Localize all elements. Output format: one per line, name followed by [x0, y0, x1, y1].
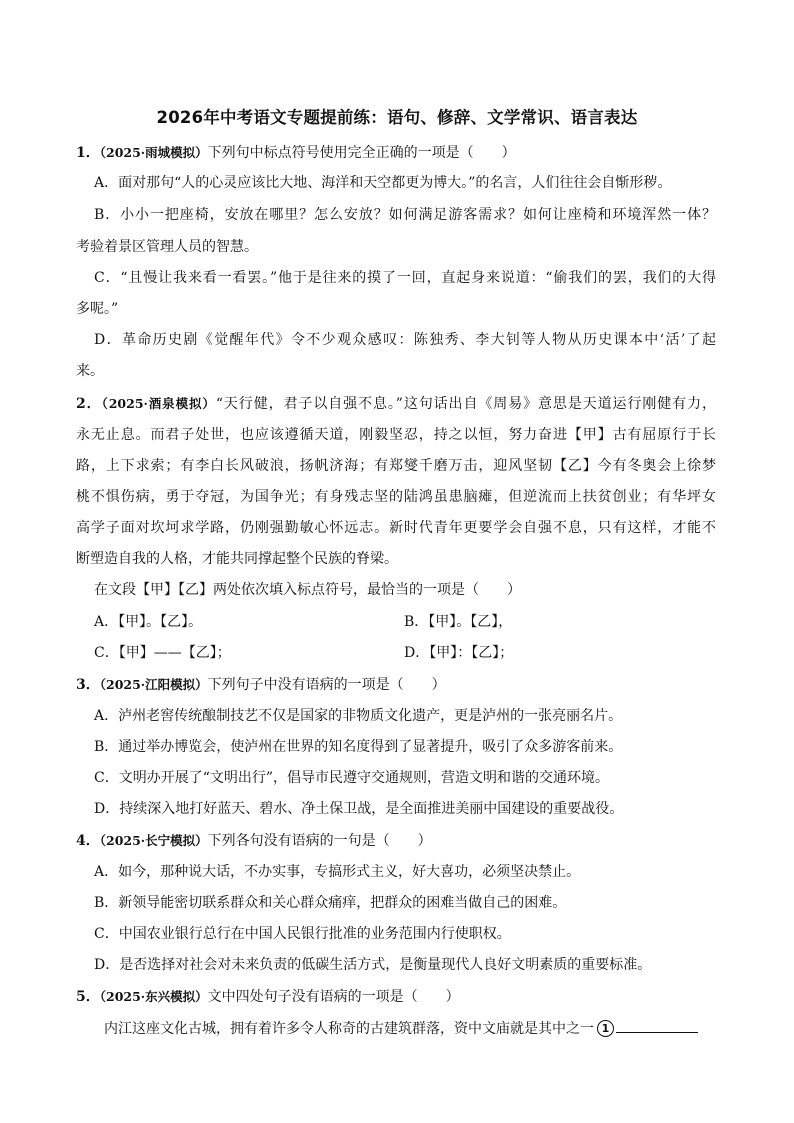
option-d-continued: 来。	[76, 363, 104, 379]
option-d: D．【甲】：【乙】；	[404, 645, 514, 661]
option-a: A．如今，那种说大话，不办实事，专搞形式主义，好大喜功，必须坚决禁止。	[94, 864, 581, 880]
passage-line: 高学子面对坎坷求学路，仍刚强勤敏心怀远志。新时代青年更要学会自强不息，只有这样，才能不	[76, 520, 716, 536]
option-b: B．新领导能密切联系群众和关心群众痛痒，把群众的困难当做自己的困难。	[94, 895, 567, 911]
question-4-stem	[76, 831, 432, 851]
answer-blank[interactable]	[616, 1018, 698, 1033]
question-number: 3．	[76, 677, 100, 693]
question-number: 4．	[76, 833, 100, 849]
question-source: （2025·长宁模拟）	[99, 833, 208, 848]
passage-line: 断塑造自我的人格，才能共同撑起整个民族的脊梁。	[76, 551, 398, 567]
passage-line: 桃不惧伤病，勇于夺冠，为国争光；有身残志坚的陆鸿虽患脑瘫，但逆流而上扶贫创业；有华坪女	[76, 489, 716, 505]
question-source: （2025·江阳模拟）	[99, 677, 208, 692]
option-b: B．小小一把座椅，安放在哪里？怎么安放？如何满足游客需求？如何让座椅和环境浑然一体？	[94, 207, 716, 223]
option-a: A．面对那句“人的心灵应该比大地、海洋和天空都更为博大。”的名言，人们往往会自惭形秽。	[94, 175, 672, 191]
question-text: 文中四处句子没有语病的一项是（ ）	[207, 989, 460, 1005]
question-text: 下列各句没有语病的一句是（ ）	[207, 833, 432, 849]
passage-line: “天行健，君子以自强不息。”这句话出自《周易》意思是天道运行刚健有力，	[215, 396, 716, 412]
circled-marker: 1	[597, 1020, 614, 1037]
option-c: C．“且慢让我来看一看罢。”他于是往来的摸了一回，直起身来说道：“偷我们的罢，我们的大得	[94, 270, 716, 286]
question-source: （2025·酒泉模拟）	[101, 396, 216, 411]
question-text: 下列句子中没有语病的一项是（ ）	[207, 677, 446, 693]
page-title: 2026年中考语文专题提前练：语句、修辞、文学常识、语言表达	[156, 108, 638, 127]
question-text: 下列句中标点符号使用完全正确的一项是（ ）	[207, 145, 516, 161]
question-source: （2025·东兴模拟）	[99, 989, 208, 1004]
option-d: D．持续深入地打好蓝天、碧水、净土保卫战，是全面推进美丽中国建设的重要战役。	[94, 801, 624, 817]
question-2-stem	[76, 394, 716, 414]
option-b: B．通过举办博览会，使泸州在世界的知名度得到了显著提升，吸引了众多游客前来。	[94, 739, 623, 755]
question-1-stem	[76, 143, 516, 163]
option-a: A．泸州老窖传统酿制技艺不仅是国家的非物质文化遗产，更是泸州的一张亮丽名片。	[94, 708, 623, 724]
option-c-continued: 多呢。”	[76, 301, 119, 317]
option-c: C．中国农业银行总行在中国人民银行批准的业务范围内行使职权。	[94, 926, 511, 942]
option-c: C．文明办开展了“文明出行”，倡导市民遵守交通规则，营造文明和谐的交通环境。	[94, 770, 610, 786]
question-5-stem	[76, 987, 460, 1007]
question-source: （2025·雨城模拟）	[99, 145, 208, 160]
question-3-stem	[76, 675, 446, 695]
question-number: 1．	[76, 145, 100, 161]
question-5-passage	[104, 1018, 698, 1039]
question-number: 2．	[76, 396, 102, 412]
option-b-continued: 考验着景区管理人员的智慧。	[76, 239, 258, 255]
option-d: D．是否选择对社会对未来负责的低碳生活方式，是衡量现代人良好文明素质的重要标准。	[94, 957, 652, 973]
option-b: B．【甲】。【乙】，	[404, 614, 513, 630]
option-c: C．【甲】——【乙】；	[94, 645, 231, 661]
passage-text: 内江这座文化古城，拥有着许多令人称奇的古建筑群落，资中文庙就是其中之一	[104, 1021, 594, 1037]
passage-line: 路，上下求索；有李白长风破浪，扬帆济海；有郑燮千磨万击，迎风坚韧【乙】今有冬奥会上徐梦	[76, 458, 716, 474]
option-a: A．【甲】。【乙】。	[94, 614, 203, 630]
passage-line: 永无止息。而君子处世，也应该遵循天道，刚毅坚忍，持之以恒，努力奋进【甲】古有屈原行于长	[76, 427, 716, 443]
question-number: 5．	[76, 989, 100, 1005]
option-d: D．革命历史剧《觉醒年代》令不少观众感叹：陈独秀、李大钊等人物从历史课本中‘活’了起	[94, 332, 716, 348]
question-prompt: 在文段【甲】【乙】两处依次填入标点符号，最恰当的一项是（ ）	[94, 582, 521, 598]
